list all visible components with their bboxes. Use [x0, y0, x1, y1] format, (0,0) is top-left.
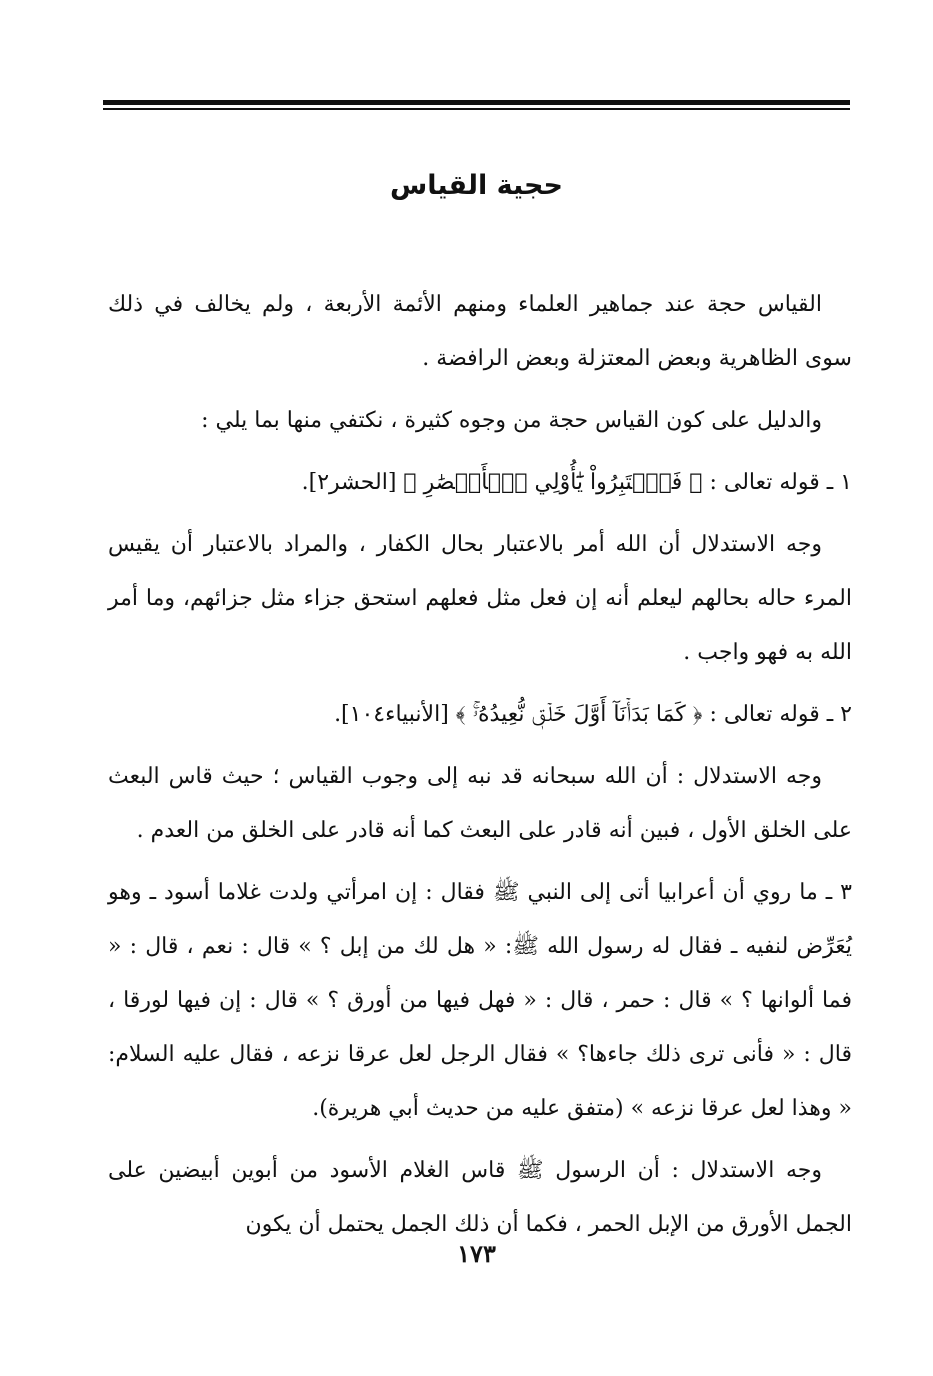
evidence-2-verse: ٢ ـ قوله تعالى : ﴿ كَمَا بَدَأۡنَآ أَوَّلَ خَلۡقٖ نُّعِيدُهُۥۚ ﴾ [الأنبياء١٠٤]. [334, 702, 852, 727]
paragraph-intro: القياس حجة عند جماهير العلماء ومنهم الأئمة الأربعة ، ولم يخالف في ذلك سوى الظاهرية وبعض المعتزلة وبعض الرافضة . [108, 292, 852, 371]
evidence-3-hadith: ٣ ـ ما روي أن أعرابيا أتى إلى النبي ﷺ فقال : إن امرأتي ولدت غلاما أسود ـ وهو يُعَرِّض لنفيه ـ فقال له رسول الله ﷺ: « هل لك من إبل ؟ » قال : نعم ، قال : « فما ألوانها ؟ » قال : حمر ، قال : « فهل فيها من أورق ؟ » قال : إن فيها لورقا ، قال : « فأنى ترى ذلك جاءها؟ » فقال الرجل لعل عرقا نزعه ، فقال عليه السلام: « وهذا لعل عرقا نزعه » (متفق عليه من حديث أبي هريرة). [108, 880, 852, 1121]
evidence-3-explanation: وجه الاستدلال : أن الرسول ﷺ قاس الغلام الأسود من أبوين أبيضين على الجمل الأورق من الإبل الحمر ، فكما أن ذلك الجمل يحتمل أن يكون [108, 1158, 852, 1237]
evidence-1-verse: ١ ـ قوله تعالى : ﴿ فَٱعۡتَبِرُواْ يَٰٓأُوْلِي ٱلۡأَبۡصَٰرِ ﴾ [الحشر٢]. [301, 470, 852, 495]
header-rule-thin [103, 108, 850, 110]
page-number: ١٧٣ [457, 1239, 496, 1268]
header-rule-thick [103, 100, 850, 105]
page-body [108, 278, 852, 1252]
evidence-2-explanation: وجه الاستدلال : أن الله سبحانه قد نبه إلى وجوب القياس ؛ حيث قاس البعث على الخلق الأول ، فبين أنه قادر على البعث كما أنه قادر على الخلق من العدم . [108, 764, 852, 843]
evidence-1-explanation: وجه الاستدلال أن الله أمر بالاعتبار بحال الكفار ، والمراد بالاعتبار أن يقيس المرء حاله بحالهم ليعلم أنه إن فعل مثل فعلهم استحق جزاء مثل جزائهم، وما أمر الله به فهو واجب . [108, 532, 852, 665]
paragraph-evidence-intro: والدليل على كون القياس حجة من وجوه كثيرة ، نكتفي منها بما يلي : [201, 408, 822, 433]
chapter-title: حجية القياس [390, 170, 563, 201]
